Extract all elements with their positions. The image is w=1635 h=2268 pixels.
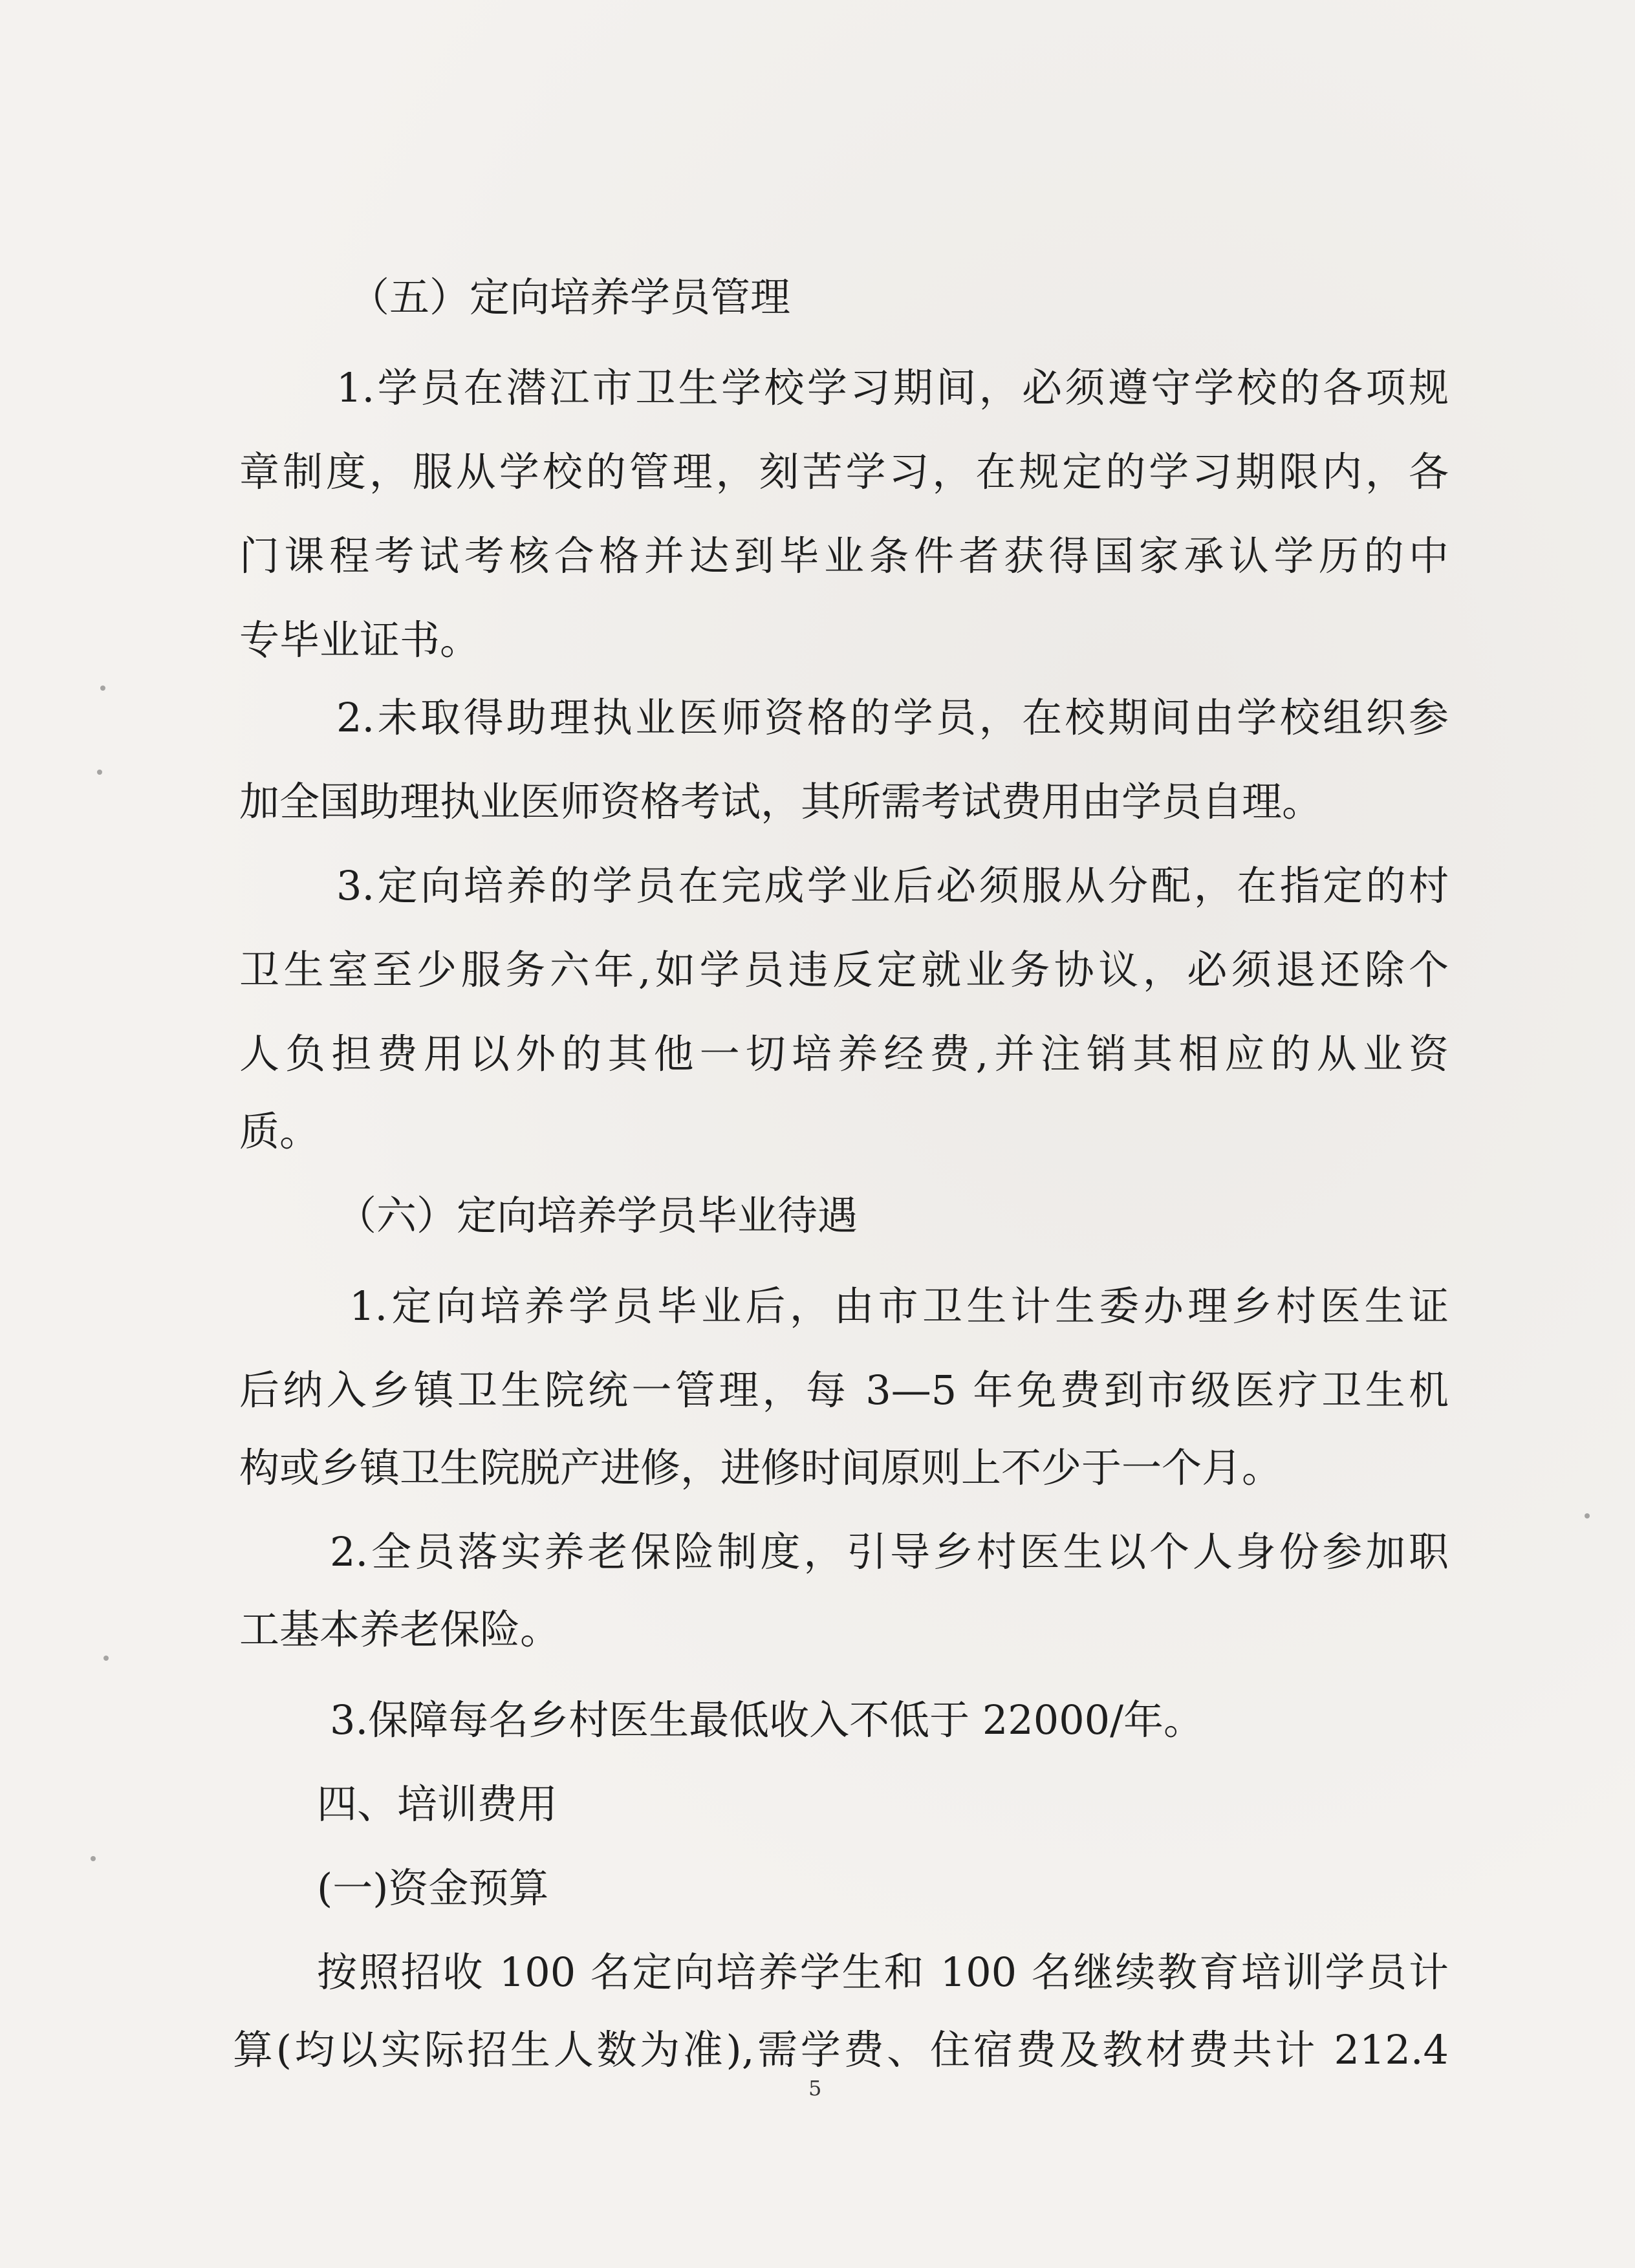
paragraph-line: 卫生室至少服务六年,如学员违反定就业务协议，必须退还除个 — [239, 946, 1449, 993]
paragraph-line: 按照招收 100 名定向培养学生和 100 名继续教育培训学员计 — [317, 1949, 1449, 1996]
scan-speck — [103, 1656, 109, 1661]
paragraph-line: 1.学员在潜江市卫生学校学习期间，必须遵守学校的各项规 — [336, 364, 1449, 411]
paragraph-line: 3.定向培养的学员在完成学业后必须服从分配，在指定的村 — [336, 862, 1449, 909]
heading-section-4: 四、培训费用 — [317, 1780, 558, 1828]
paragraph-line: 3.保障每名乡村医生最低收入不低于 22000/年。 — [330, 1696, 1204, 1744]
heading-section-5: （五）定向培养学员管理 — [349, 274, 791, 321]
paragraph-line: 2.未取得助理执业医师资格的学员，在校期间由学校组织参 — [336, 694, 1449, 741]
paragraph-line: 人负担费用以外的其他一切培养经费,并注销其相应的从业资 — [239, 1030, 1449, 1077]
paragraph-line: 门课程考试考核合格并达到毕业条件者获得国家承认学历的中 — [239, 532, 1449, 579]
paragraph-line: 1.定向培养学员毕业后，由市卫生计生委办理乡村医生证 — [349, 1282, 1449, 1330]
paragraph-line: 加全国助理执业医师资格考试，其所需考试费用由学员自理。 — [239, 778, 1323, 825]
scan-speck — [100, 686, 105, 691]
heading-section-6: （六）定向培养学员毕业待遇 — [336, 1192, 858, 1239]
paragraph-line: 工基本养老保险。 — [239, 1606, 561, 1653]
paragraph-line: 后纳入乡镇卫生院统一管理，每 3—5 年免费到市级医疗卫生机 — [239, 1366, 1449, 1414]
scan-speck — [97, 770, 102, 775]
paragraph-line: 构或乡镇卫生院脱产进修，进修时间原则上不少于一个月。 — [239, 1444, 1283, 1491]
paragraph-line: 章制度，服从学校的管理，刻苦学习，在规定的学习期限内，各 — [239, 448, 1449, 495]
paragraph-line: 质。 — [239, 1108, 320, 1155]
paragraph-line: 算(均以实际招生人数为准),需学费、住宿费及教材费共计 212.4 — [233, 2026, 1449, 2073]
scan-speck — [1585, 1513, 1590, 1518]
scan-speck — [91, 1856, 96, 1861]
heading-subsection-1: (一)资金预算 — [317, 1864, 549, 1912]
paragraph-line: 2.全员落实养老保险制度，引导乡村医生以个人身份参加职 — [330, 1528, 1449, 1575]
page-number: 5 — [808, 2076, 822, 2101]
paragraph-line: 专毕业证书。 — [239, 616, 481, 664]
